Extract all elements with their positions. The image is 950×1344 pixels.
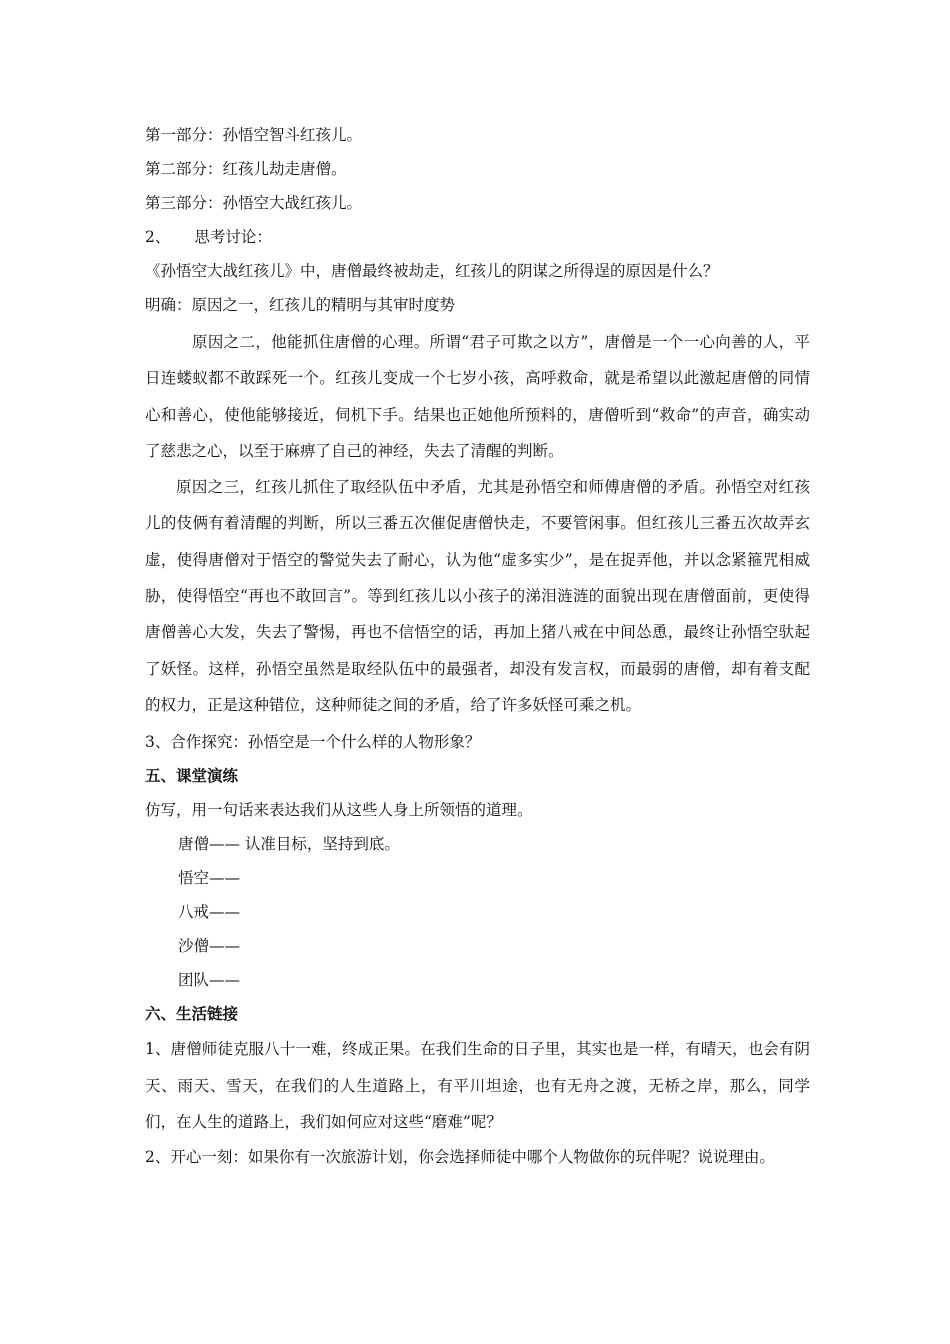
discussion-number: 2、 [145, 228, 171, 246]
discussion-heading [145, 220, 810, 254]
practice-item: 悟空—— [178, 869, 241, 888]
answer-intro: 明确：原因之一，红孩儿的精明与其审时度势 [145, 296, 456, 314]
outline-part-1: 第一部分：孙悟空智斗红孩儿。 [145, 126, 363, 144]
section-five-title: 五、课堂演练 [145, 767, 239, 786]
reason-three-paragraph: 原因之三，红孩儿抓住了取经队伍中矛盾，尤其是孙悟空和师傅唐僧的矛盾。孙悟空对红孩儿的伎俩有着清醒的判断，所以三番五次催促唐僧快走，不要管闲事。但红孩儿三番五次故弄玄虚，使得唐僧对于悟空的警觉失去了耐心，认为他“虚多实少”，是在捉弄他，并以念紧箍咒相威胁，使得悟空“再也不敢回言”。等到红孩儿以小孩子的涕泪涟涟的面貌出现在唐僧面前，更使得唐僧善心大发，失去了警惕，再也不信悟空的话，再加上猪八戒在中间怂恿，最终让孙悟空驮起了妖怪。这样，孙悟空虽然是取经队伍中的最强者，却没有发言权，而最弱的唐僧，却有着支配的权力，正是这种错位，这种师徒之间的矛盾，给了许多妖怪可乘之机。 [145, 478, 810, 714]
cooperation-question: 3、合作探究：孙悟空是一个什么样的人物形象？ [145, 733, 481, 752]
section-six-title: 六、生活链接 [145, 1005, 239, 1024]
section-five-prompt: 仿写，用一句话来表达我们从这些人身上所领悟的道理。 [145, 801, 533, 820]
reason-two-paragraph: 原因之二，他能抓住唐僧的心理。所谓“君子可欺之以方”，唐僧是一个一心向善的人，平日连蝼蚁都不敢踩死一个。红孩儿变成一个七岁小孩，高呼救命，就是希望以此激起唐僧的同情心和善心，使他能够接近，伺机下手。结果也正她他所预料的，唐僧听到“救命”的声音，确实动了慈悲之心，以至于麻痹了自己的神经，失去了清醒的判断。 [145, 333, 810, 460]
document-page [145, 118, 810, 1174]
discussion-question: 《孙悟空大战红孩儿》中，唐僧最终被劫走，红孩儿的阴谋之所得逞的原因是什么？ [145, 262, 719, 280]
life-link-item-1: 1、唐僧师徒克服八十一难，终成正果。在我们生命的日子里，其实也是一样，有晴天，也会有阴天、雨天、雪天，在我们的人生道路上，有平川坦途，也有无舟之渡，无桥之岸，那么，同学们，在人生的道路上，我们如何应对这些“磨难”呢？ [145, 1040, 810, 1131]
outline-part-3: 第三部分：孙悟空大战红孩儿。 [145, 194, 363, 212]
discussion-label: 思考讨论： [194, 228, 272, 246]
practice-item: 八戒—— [178, 903, 241, 922]
practice-item: 团队—— [178, 971, 241, 990]
outline-part-2: 第二部分：红孩儿劫走唐僧。 [145, 160, 347, 178]
practice-item: 唐僧—— 认准目标，坚持到底。 [178, 835, 400, 854]
life-link-item-2: 2、开心一刻：如果你有一次旅游计划，你会选择师徒中哪个人物做你的玩伴呢？说说理由。 [145, 1148, 775, 1167]
practice-item: 沙僧—— [178, 937, 241, 956]
